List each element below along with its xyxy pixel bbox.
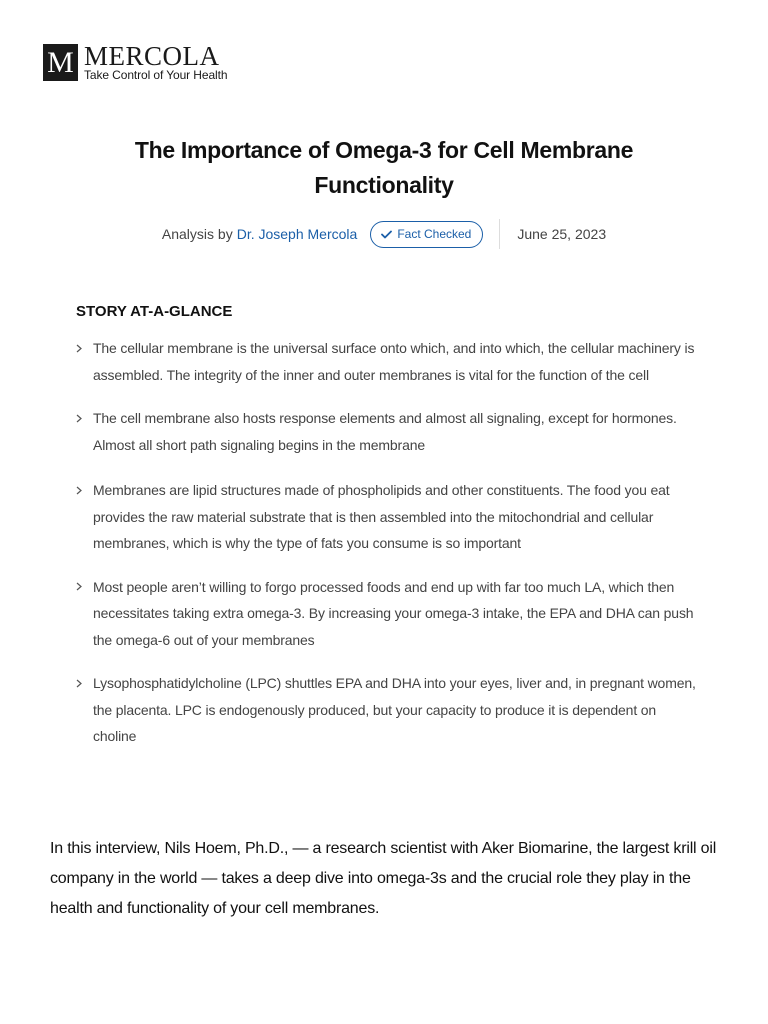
glance-item (76, 477, 696, 557)
chevron-right-icon (76, 335, 86, 361)
glance-item (76, 335, 696, 388)
glance-item-text: Lysophosphatidylcholine (LPC) shuttles EPA and DHA into your eyes, liver and, in pregnant women, the placenta. LPC is endogenously produced, but your capacity to produce it is dependent on choline (93, 675, 696, 744)
glance-heading: STORY AT-A-GLANCE (76, 303, 233, 320)
check-icon (381, 230, 392, 239)
chevron-right-icon (76, 574, 86, 600)
fact-checked-badge[interactable] (370, 221, 483, 248)
logo-mark: M (43, 44, 78, 81)
chevron-right-icon (76, 477, 86, 503)
glance-item (76, 574, 696, 654)
byline-prefix: Analysis by (161, 226, 233, 242)
glance-item-text: Most people aren’t willing to forgo processed foods and end up with far too much LA, which then necessitates taking extra omega-3. By increasing your omega-3 intake, the EPA and DHA can push the omega-6 out of your membranes (93, 578, 694, 648)
author-link[interactable]: Dr. Joseph Mercola (236, 226, 358, 242)
glance-item-text: Membranes are lipid structures made of phospholipids and other constituents. The food you eat provides the raw material substrate that is then assembled into the mitochondrial and cellular membranes, which is why the type of fats you consume is so important (93, 482, 670, 551)
glance-item-text: The cellular membrane is the universal surface onto which, and into which, the cellular machinery is assembled. The integrity of the inner and outer membranes is vital for the function of the cell (93, 340, 695, 383)
glance-item (76, 405, 696, 458)
article-title: The Importance of Omega-3 for Cell Membrane Functionality (134, 137, 634, 198)
logo-text (84, 41, 228, 82)
intro-paragraph: In this interview, Nils Hoem, Ph.D., — a research scientist with Aker Biomarine, the largest krill oil company in the world — takes a deep dive into omega-3s and the crucial role they play in the health and functionality of your cell membranes. (50, 840, 717, 917)
byline (0, 219, 768, 249)
glance-item-text: The cell membrane also hosts response elements and almost all signaling, except for hormones. Almost all short path signaling begins in the membrane (93, 410, 677, 453)
glance-list (76, 335, 696, 750)
logo-tagline: Take Control of Your Health (84, 68, 228, 82)
byline-divider (499, 219, 500, 249)
logo-name: MERCOLA (84, 41, 220, 71)
chevron-right-icon (76, 405, 86, 431)
glance-item (76, 670, 696, 750)
fact-checked-label: Fact Checked (397, 227, 472, 241)
chevron-right-icon (76, 670, 86, 696)
publish-date: June 25, 2023 (517, 226, 607, 242)
mercola-logo[interactable] (43, 41, 228, 82)
